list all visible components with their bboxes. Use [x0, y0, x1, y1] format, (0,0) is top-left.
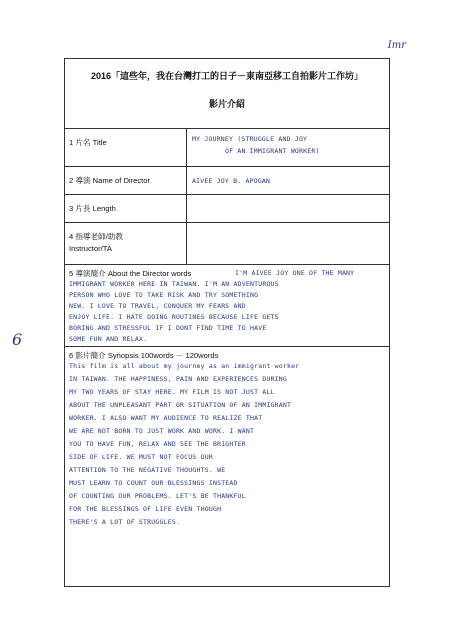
about-director-line-4: NEW. I LOVE TO TRAVEL, CONQUER MY FEARS AND [69, 302, 246, 310]
handwritten-corner-initials: Imr [387, 40, 406, 51]
about-director-line-2: IMMIGRANT WORKER HERE IN TAIWAN. I'M AN ADVENTUROUS [69, 280, 279, 288]
synopsis-line-2: IN TAIWAN. THE HAPPINESS, PAIN AND EXPERIENCES DURING [69, 375, 288, 383]
synopsis-line-12: FOR THE BLESSINGS OF LIFE EVEN THOUGH [69, 505, 222, 513]
about-director-line-6: BORING AND STRESSFUL IF I DONT FIND TIME TO HAVE [69, 324, 267, 332]
director-name: AIVEE JOY B. APOGAN [192, 177, 271, 185]
row-divider [186, 129, 187, 166]
about-director-line-1: I'M AIVEE JOY ONE OF THE MANY [235, 269, 355, 277]
synopsis-section [65, 347, 389, 588]
form-subtitle: 影片介紹 [208, 99, 245, 109]
director-row [65, 167, 389, 195]
title-label: 1 片名 Title [69, 138, 107, 147]
form-header [65, 59, 389, 129]
synopsis-line-1: This film is all about my journey as an immigrant worker [69, 362, 300, 370]
row-divider [186, 223, 187, 264]
instructor-row [65, 223, 389, 265]
length-row [65, 195, 389, 223]
synopsis-line-3: MY TWO YEARS OF STAY HERE. MY FILM IS NOT JUST ALL [69, 388, 275, 396]
instructor-label-zh: 4 指導老師/助教 [69, 232, 124, 241]
title-row [65, 129, 389, 167]
about-director-label: 5 導演簡介 About the Director words [69, 269, 192, 278]
synopsis-line-10: MUST LEARN TO COUNT OUR BLESSINGS INSTEAD [69, 479, 238, 487]
film-title-line-2: OF AN IMMIGRANT WORKER) [225, 147, 320, 155]
about-director-line-5: ENJOY LIFE. I HATE DOING ROUTINES BECAUSE LIFE GETS [69, 313, 279, 321]
synopsis-line-6: WE ARE NOT BORN TO JUST WORK AND WORK. I WANT [69, 427, 255, 435]
row-divider [186, 167, 187, 194]
row-divider [186, 195, 187, 222]
synopsis-label: 6 影片簡介 Synopsis 100words － 120words [69, 351, 219, 360]
synopsis-line-8: SIDE OF LIFE. WE MUST NOT FOCUS OUR [69, 453, 213, 461]
synopsis-line-11: OF COUNTING OUR PROBLEMS. LET'S BE THANKFUL [69, 492, 246, 500]
form-title: 2016「這些年，我在台灣打工的日子－東南亞移工自拍影片工作坊」 [90, 71, 364, 81]
instructor-label [69, 231, 123, 255]
synopsis-line-13: THERE'S A LOT OF STRUGGLES. [69, 518, 181, 526]
length-label: 3 片長 Length [69, 204, 116, 213]
instructor-label-en: Instructor/TA [69, 244, 112, 253]
film-introduction-form [64, 58, 390, 587]
synopsis-line-4: ABOUT THE UNPLEASANT PART OR SITUATION OF AN IMMIGRANT [69, 401, 292, 409]
film-title-line-1: MY JOURNEY (STRUGGLE AND JOY [192, 135, 308, 143]
synopsis-line-5: WORKER. I ALSO WANT MY AUDIENCE TO REALIZE THAT [69, 414, 263, 422]
about-director-line-7: SOME FUN AND RELAX. [69, 335, 148, 343]
handwritten-margin-number: 6 [12, 330, 23, 349]
director-label: 2 導演 Name of Director [69, 176, 151, 185]
about-director-section [65, 265, 389, 347]
synopsis-line-9: ATTENTION TO THE NEGATIVE THOUGHTS. WE [69, 466, 226, 474]
about-director-line-3: PERSON WHO LOVE TO TAKE RISK AND TRY SOMETHING [69, 291, 259, 299]
synopsis-line-7: YOU TO HAVE FUN, RELAX AND SEE THE BRIGHTER [69, 440, 246, 448]
